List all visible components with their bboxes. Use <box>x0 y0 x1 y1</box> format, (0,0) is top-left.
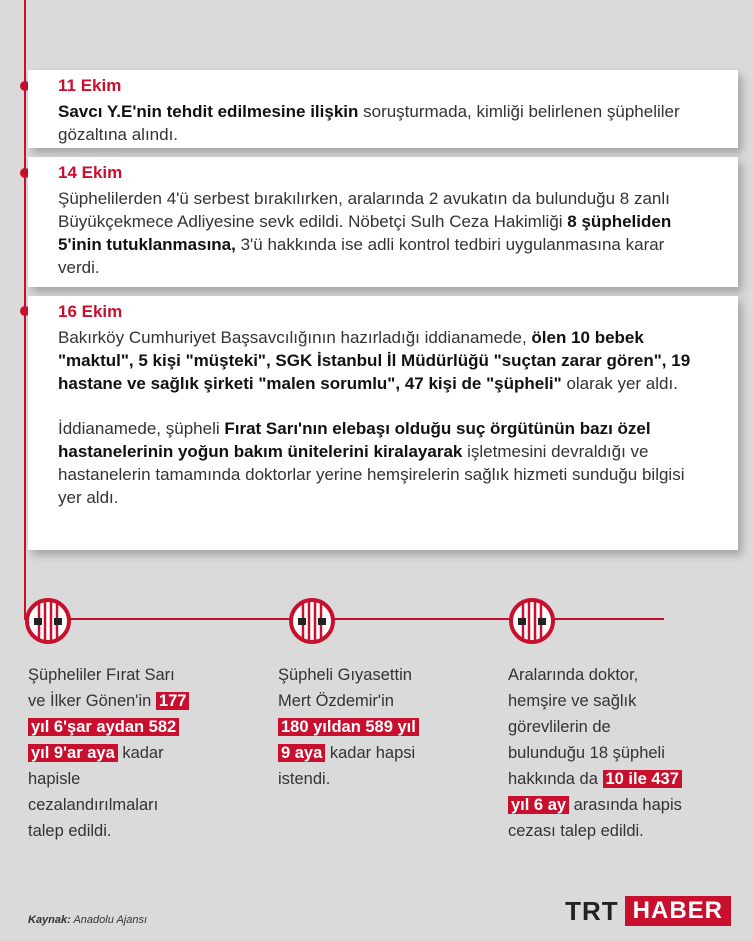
highlight-text: yıl 6'şar aydan 582 <box>28 718 179 736</box>
text: Mert Özdemir'in <box>278 692 394 710</box>
sentence-block <box>28 663 248 845</box>
sentence-line <box>278 715 478 739</box>
event-body <box>58 187 710 279</box>
event-body <box>58 326 710 509</box>
sentence-line <box>278 663 478 687</box>
highlight-text: yıl 9'ar aya <box>28 744 118 762</box>
text: cezalandırılmaları <box>28 796 159 814</box>
text: hemşire ve sağlık <box>508 692 637 710</box>
text: hapisle <box>28 770 81 788</box>
sentence-line <box>508 741 738 765</box>
event-paragraph <box>58 100 710 146</box>
bold-text: 8 şüpheliden 5'inin tutuklanmasına, <box>58 212 672 254</box>
text: kadar <box>117 744 164 762</box>
text: Aralarında doktor, <box>508 666 639 684</box>
sentence-block <box>508 663 738 845</box>
text: 3'ü hakkında ise adli kontrol tedbiri uygulanmasına karar verdi. <box>58 235 665 277</box>
text: soruşturmada, kimliği belirlenen şüpheliler gözaltına alındı. <box>58 102 680 144</box>
highlight-text: 177 <box>156 692 190 710</box>
prison-bars-icon <box>288 597 336 645</box>
text: görevlilerin de <box>508 718 611 736</box>
text: olarak yer aldı. <box>561 374 678 393</box>
sentence-line <box>278 689 478 713</box>
highlight-text: yıl 6 ay <box>508 796 569 814</box>
sentence-block <box>278 663 478 793</box>
bold-text: Fırat Sarı'nın elebaşı olduğu suç örgütünün bazı özel hastanelerinin yoğun bakım ünitelerini kiralayarak <box>58 419 651 461</box>
text: arasında hapis <box>569 796 682 814</box>
text: istendi. <box>278 770 331 788</box>
event-paragraph <box>58 417 710 509</box>
highlight-text: 180 yıldan 589 yıl <box>278 718 419 736</box>
event-paragraph <box>58 187 710 279</box>
sentence-line <box>508 819 738 843</box>
text: Şüpheliler Fırat Sarı <box>28 666 175 684</box>
sentence-line <box>508 793 738 817</box>
text: Şüphelilerden 4'ü serbest bırakılırken, aralarında 2 avukatın da bulunduğu 8 zanlı Büyükçekmece Adliyesine sevk edildi. Nöbetçi Sulh Ceza Hakimliği <box>58 189 670 231</box>
highlight-text: 9 aya <box>278 744 325 762</box>
trt-haber-logo <box>565 896 731 926</box>
sentence-line <box>28 741 248 765</box>
prison-bars-icon <box>24 597 72 645</box>
sentence-line <box>508 767 738 791</box>
source-value: Anadolu Ajansı <box>70 914 148 926</box>
sentence-line <box>508 663 738 687</box>
sentence-line <box>28 819 248 843</box>
sentence-line <box>28 663 248 687</box>
prison-bars-icon <box>508 597 556 645</box>
text: ve İlker Gönen'in <box>28 692 156 710</box>
sentence-line <box>278 767 478 791</box>
text: Bakırköy Cumhuriyet Başsavcılığının hazırladığı iddianamede, <box>58 328 532 347</box>
event-date: 14 Ekim <box>58 163 123 182</box>
event-card <box>28 296 738 550</box>
text: cezası talep edildi. <box>508 822 644 840</box>
event-date: 11 Ekim <box>58 76 122 95</box>
text: hakkında da <box>508 770 603 788</box>
source-label: Kaynak: <box>28 914 71 926</box>
highlight-text: 10 ile 437 <box>603 770 682 788</box>
logo-haber: HABER <box>625 896 731 926</box>
sentence-line <box>278 741 478 765</box>
text: İddianamede, şüpheli <box>58 419 225 438</box>
bold-text: Savcı Y.E'nin tehdit edilmesine ilişkin <box>58 102 359 121</box>
sentence-line <box>28 767 248 791</box>
event-card <box>28 70 738 148</box>
sentence-line <box>508 715 738 739</box>
sentence-line <box>28 689 248 713</box>
source-credit <box>28 914 147 926</box>
event-date: 16 Ekim <box>58 302 123 321</box>
sentence-line <box>28 715 248 739</box>
text: kadar hapsi <box>325 744 416 762</box>
text: işletmesini devraldığı ve hastanelerin tamamında doktorlar yerine hemşirelerin sağlık hizmeti sunduğu bilgisi yer aldı. <box>58 442 685 507</box>
text: Şüpheli Gıyasettin <box>278 666 412 684</box>
timeline-horizontal-line <box>24 618 664 620</box>
sentence-line <box>28 793 248 817</box>
text: talep edildi. <box>28 822 112 840</box>
logo-trt: TRT <box>565 895 619 926</box>
sentence-line <box>508 689 738 713</box>
event-card <box>28 157 738 287</box>
event-paragraph <box>58 326 710 395</box>
bold-text: ölen 10 bebek "maktul", 5 kişi "müşteki", SGK İstanbul İl Müdürlüğü "suçtan zarar gören", 19 hastane ve sağlık şirketi "malen sorumlu", 47 kişi de "şüpheli" <box>58 328 691 393</box>
event-body <box>58 100 710 146</box>
text: bulunduğu 18 şüpheli <box>508 744 665 762</box>
